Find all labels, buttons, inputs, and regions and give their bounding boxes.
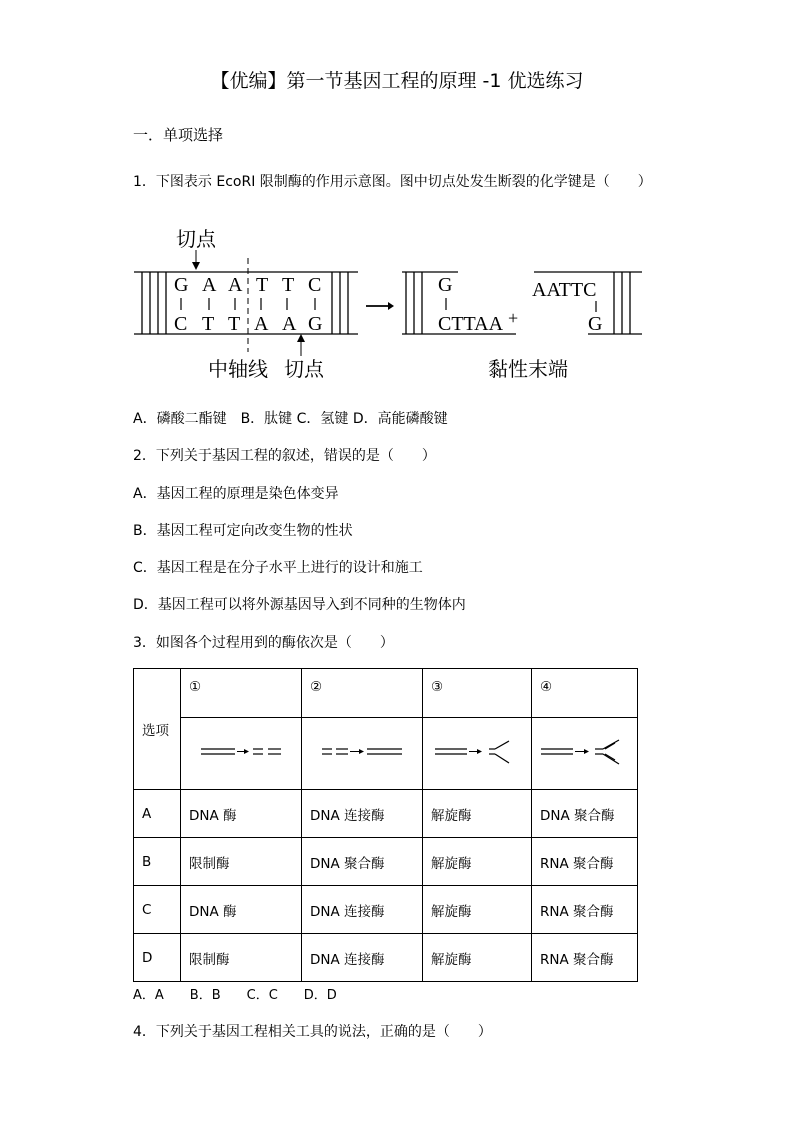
- corner-cell: 选项: [134, 669, 181, 790]
- table-cell: 解旋酶: [423, 886, 532, 934]
- row-label: B: [134, 838, 181, 886]
- column-header: ②: [302, 669, 423, 718]
- table-cell: DNA 连接酶: [302, 790, 423, 838]
- join-dna-icon: [302, 718, 423, 790]
- table-cell: DNA 连接酶: [302, 886, 423, 934]
- question-3-options: A．A B．B C．C D．D: [133, 988, 337, 1003]
- top-base: T: [256, 274, 269, 296]
- left-fragment-rungs: [406, 272, 422, 334]
- table-cell: DNA 酶: [181, 790, 302, 838]
- table-cell: 解旋酶: [423, 790, 532, 838]
- plus-sign: +: [508, 308, 519, 328]
- question-1-stem: 1．下图表示 EcoRI 限制酶的作用示意图。图中切点处发生断裂的化学键是（ ）: [133, 174, 652, 190]
- unwind-dna-icon: [423, 718, 532, 790]
- question-3-table: [133, 668, 638, 982]
- cut-arrowhead-top: [192, 262, 200, 270]
- column-header: ①: [181, 669, 302, 718]
- right-fragment-overhang: AATTC: [532, 279, 597, 301]
- table-cell: RNA 聚合酶: [532, 838, 638, 886]
- right-fragment-bottom-base: G: [588, 313, 603, 335]
- bottom-base: A: [282, 313, 297, 335]
- row-label: C: [134, 886, 181, 934]
- question-4-stem: 4．下列关于基因工程相关工具的说法，正确的是（ ）: [133, 1024, 492, 1040]
- cut-label-bottom: 切点: [284, 357, 324, 381]
- table-cell: RNA 聚合酶: [532, 886, 638, 934]
- question-2-option: A．基因工程的原理是染色体变异: [133, 486, 339, 502]
- table-cell: 限制酶: [181, 934, 302, 982]
- question-1-options: A．磷酸二酯键 B．肽键 C．氢键 D．高能磷酸键: [133, 411, 448, 427]
- break-dna-icon: [181, 718, 302, 790]
- question-2-option: D．基因工程可以将外源基因导入到不同种的生物体内: [133, 597, 466, 613]
- section-heading: 一．单项选择: [133, 126, 224, 144]
- ecori-cut-diagram: [126, 216, 656, 388]
- right-end-rungs: [332, 272, 348, 334]
- bottom-base: C: [174, 313, 188, 335]
- right-fragment-rungs: [614, 272, 630, 334]
- top-base: A: [202, 274, 217, 296]
- table-cell: DNA 酶: [181, 886, 302, 934]
- top-base: A: [228, 274, 243, 296]
- table-cell: DNA 聚合酶: [532, 790, 638, 838]
- top-base: G: [174, 274, 189, 296]
- left-fragment-overhang: CTTAA: [438, 313, 504, 335]
- bottom-base: G: [308, 313, 323, 335]
- column-header: ④: [532, 669, 638, 718]
- table-cell: 限制酶: [181, 838, 302, 886]
- question-3-stem: 3．如图各个过程用到的酶依次是（ ）: [133, 635, 394, 651]
- reaction-arrowhead: [388, 302, 394, 310]
- bottom-base: T: [202, 313, 215, 335]
- table-cell: 解旋酶: [423, 838, 532, 886]
- cut-label-top: 切点: [176, 227, 216, 251]
- cut-arrowhead-bottom: [297, 334, 305, 342]
- question-2-option: C．基因工程是在分子水平上进行的设计和施工: [133, 560, 423, 576]
- table-cell: RNA 聚合酶: [532, 934, 638, 982]
- replicate-dna-icon: [532, 718, 638, 790]
- bottom-base: T: [228, 313, 241, 335]
- question-2-option: B．基因工程可定向改变生物的性状: [133, 523, 353, 539]
- row-label: D: [134, 934, 181, 982]
- left-fragment-top-base: G: [438, 274, 453, 296]
- top-base: T: [282, 274, 295, 296]
- axis-label: 中轴线: [208, 357, 268, 381]
- table-cell: DNA 聚合酶: [302, 838, 423, 886]
- question-2-stem: 2．下列关于基因工程的叙述，错误的是（ ）: [133, 448, 436, 464]
- page-title: 【优编】第一节基因工程的原理 -1 优选练习: [210, 70, 584, 92]
- bottom-base: A: [254, 313, 269, 335]
- table-cell: DNA 连接酶: [302, 934, 423, 982]
- top-base: C: [308, 274, 322, 296]
- row-label: A: [134, 790, 181, 838]
- left-end-rungs: [142, 272, 166, 334]
- sticky-end-label: 黏性末端: [488, 357, 568, 381]
- table-cell: 解旋酶: [423, 934, 532, 982]
- column-header: ③: [423, 669, 532, 718]
